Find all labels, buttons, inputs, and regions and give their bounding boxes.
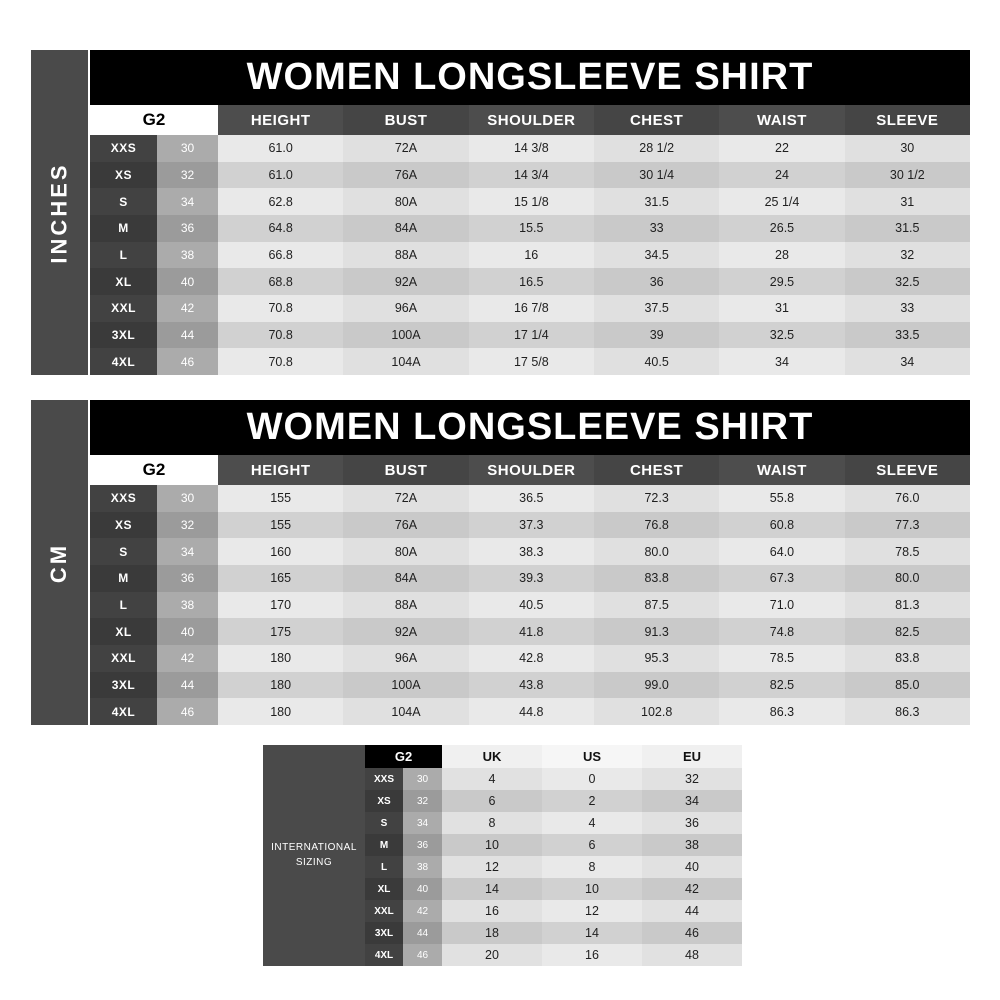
- data-cell: 20: [442, 944, 542, 966]
- data-cell: 30 1/4: [594, 162, 719, 189]
- table-row: [365, 856, 742, 878]
- data-cell: 2: [542, 790, 642, 812]
- size-label-cell: XL: [90, 618, 157, 645]
- inches-table-main: [90, 50, 970, 375]
- table-row: [90, 672, 970, 699]
- column-headers: [218, 455, 970, 485]
- table-row: [90, 698, 970, 725]
- data-cell: 16: [469, 242, 594, 269]
- data-cell: 30: [845, 135, 970, 162]
- data-cell: 31.5: [845, 215, 970, 242]
- size-label-cell: L: [90, 242, 157, 269]
- data-cell: 24: [719, 162, 844, 189]
- size-label-cell: XXL: [90, 645, 157, 672]
- data-cell: 80.0: [845, 565, 970, 592]
- data-cell: 165: [218, 565, 343, 592]
- data-cell: 33: [845, 295, 970, 322]
- data-cell: 92A: [343, 618, 468, 645]
- size-number-cell: 40: [403, 878, 442, 900]
- size-label-cell: M: [365, 834, 403, 856]
- size-label-cell: XL: [365, 878, 403, 900]
- data-cell: 16 7/8: [469, 295, 594, 322]
- data-cell: 36: [594, 268, 719, 295]
- data-cell: 12: [442, 856, 542, 878]
- data-cell: 4: [442, 768, 542, 790]
- table-row: [90, 162, 970, 189]
- table-row: [365, 900, 742, 922]
- international-header-row: [365, 745, 742, 768]
- size-number-cell: 46: [157, 348, 218, 375]
- size-number-cell: 36: [157, 565, 218, 592]
- unit-sidebar-inches: [31, 50, 88, 375]
- data-cell: 68.8: [218, 268, 343, 295]
- table-title: WOMEN LONGSLEEVE SHIRT: [90, 400, 970, 455]
- table-row: [90, 348, 970, 375]
- international-sizing-label: [263, 745, 365, 966]
- data-cell: 96A: [343, 295, 468, 322]
- data-cell: 22: [719, 135, 844, 162]
- data-cell: 28 1/2: [594, 135, 719, 162]
- data-cell: 4: [542, 812, 642, 834]
- data-cell: 29.5: [719, 268, 844, 295]
- data-cell: 42: [642, 878, 742, 900]
- data-cell: 80.0: [594, 538, 719, 565]
- size-label-cell: XXS: [90, 135, 157, 162]
- data-cell: 82.5: [719, 672, 844, 699]
- size-label-cell: 3XL: [90, 322, 157, 349]
- size-number-cell: 36: [403, 834, 442, 856]
- size-label-cell: XXS: [365, 768, 403, 790]
- international-table-rows: [365, 768, 742, 966]
- g2-header: G2: [365, 745, 442, 768]
- data-cell: 64.0: [719, 538, 844, 565]
- data-cell: 77.3: [845, 512, 970, 539]
- data-cell: 48: [642, 944, 742, 966]
- data-cell: 10: [442, 834, 542, 856]
- data-cell: 80A: [343, 188, 468, 215]
- cm-table: [31, 400, 970, 725]
- data-cell: 40.5: [469, 592, 594, 619]
- data-cell: 12: [542, 900, 642, 922]
- data-cell: 80A: [343, 538, 468, 565]
- data-cell: 61.0: [218, 162, 343, 189]
- international-table-main: [365, 745, 742, 966]
- data-cell: 44.8: [469, 698, 594, 725]
- table-rows: [90, 135, 970, 375]
- data-cell: 104A: [343, 348, 468, 375]
- data-cell: 43.8: [469, 672, 594, 699]
- size-number-cell: 30: [403, 768, 442, 790]
- data-cell: 81.3: [845, 592, 970, 619]
- data-cell: 38: [642, 834, 742, 856]
- data-cell: 71.0: [719, 592, 844, 619]
- data-cell: 33: [594, 215, 719, 242]
- data-cell: 67.3: [719, 565, 844, 592]
- international-sizing-table: [263, 745, 742, 966]
- column-header: EU: [642, 745, 742, 768]
- size-label-cell: XXL: [90, 295, 157, 322]
- data-cell: 16.5: [469, 268, 594, 295]
- data-cell: 38.3: [469, 538, 594, 565]
- size-number-cell: 30: [157, 135, 218, 162]
- table-title: WOMEN LONGSLEEVE SHIRT: [90, 50, 970, 105]
- data-cell: 92A: [343, 268, 468, 295]
- size-label-cell: XS: [90, 162, 157, 189]
- unit-label: INCHES: [46, 161, 72, 264]
- data-cell: 100A: [343, 322, 468, 349]
- table-row: [90, 645, 970, 672]
- data-cell: 31: [719, 295, 844, 322]
- data-cell: 99.0: [594, 672, 719, 699]
- data-cell: 14 3/8: [469, 135, 594, 162]
- g2-header: G2: [90, 455, 218, 485]
- data-cell: 44: [642, 900, 742, 922]
- data-cell: 26.5: [719, 215, 844, 242]
- size-number-cell: 44: [403, 922, 442, 944]
- size-number-cell: 32: [403, 790, 442, 812]
- data-cell: 70.8: [218, 322, 343, 349]
- data-cell: 8: [442, 812, 542, 834]
- table-row: [365, 944, 742, 966]
- column-header: HEIGHT: [218, 455, 343, 485]
- international-label-line2: SIZING: [295, 856, 333, 868]
- column-header: SHOULDER: [469, 105, 594, 135]
- data-cell: 104A: [343, 698, 468, 725]
- data-cell: 16: [442, 900, 542, 922]
- data-cell: 96A: [343, 645, 468, 672]
- data-cell: 42.8: [469, 645, 594, 672]
- size-number-cell: 46: [157, 698, 218, 725]
- table-row: [90, 135, 970, 162]
- table-row: [365, 834, 742, 856]
- table-row: [90, 242, 970, 269]
- data-cell: 88A: [343, 592, 468, 619]
- table-row: [90, 592, 970, 619]
- column-header: SLEEVE: [845, 105, 970, 135]
- data-cell: 28: [719, 242, 844, 269]
- data-cell: 70.8: [218, 348, 343, 375]
- size-number-cell: 38: [157, 242, 218, 269]
- table-row: [90, 188, 970, 215]
- data-cell: 14 3/4: [469, 162, 594, 189]
- data-cell: 33.5: [845, 322, 970, 349]
- size-number-cell: 42: [157, 295, 218, 322]
- data-cell: 37.3: [469, 512, 594, 539]
- size-label-cell: 4XL: [90, 348, 157, 375]
- data-cell: 180: [218, 645, 343, 672]
- data-cell: 76.0: [845, 485, 970, 512]
- data-cell: 72.3: [594, 485, 719, 512]
- data-cell: 0: [542, 768, 642, 790]
- data-cell: 30 1/2: [845, 162, 970, 189]
- international-column-headers: [442, 745, 742, 768]
- table-row: [90, 538, 970, 565]
- data-cell: 180: [218, 698, 343, 725]
- data-cell: 34: [845, 348, 970, 375]
- size-number-cell: 38: [157, 592, 218, 619]
- data-cell: 6: [542, 834, 642, 856]
- size-number-cell: 36: [157, 215, 218, 242]
- size-number-cell: 34: [157, 188, 218, 215]
- data-cell: 76.8: [594, 512, 719, 539]
- size-label-cell: XL: [90, 268, 157, 295]
- size-label-cell: XXS: [90, 485, 157, 512]
- data-cell: 87.5: [594, 592, 719, 619]
- table-rows: [90, 485, 970, 725]
- data-cell: 32.5: [719, 322, 844, 349]
- data-cell: 32: [642, 768, 742, 790]
- unit-sidebar-cm: [31, 400, 88, 725]
- column-header: SHOULDER: [469, 455, 594, 485]
- size-label-cell: 3XL: [90, 672, 157, 699]
- size-label-cell: XS: [365, 790, 403, 812]
- data-cell: 78.5: [719, 645, 844, 672]
- table-row: [365, 768, 742, 790]
- data-cell: 16: [542, 944, 642, 966]
- column-header: HEIGHT: [218, 105, 343, 135]
- size-label-cell: XXL: [365, 900, 403, 922]
- data-cell: 6: [442, 790, 542, 812]
- data-cell: 83.8: [594, 565, 719, 592]
- data-cell: 46: [642, 922, 742, 944]
- data-cell: 76A: [343, 512, 468, 539]
- data-cell: 72A: [343, 135, 468, 162]
- size-number-cell: 34: [403, 812, 442, 834]
- inches-table: [31, 50, 970, 375]
- size-number-cell: 40: [157, 618, 218, 645]
- data-cell: 82.5: [845, 618, 970, 645]
- data-cell: 32: [845, 242, 970, 269]
- data-cell: 102.8: [594, 698, 719, 725]
- data-cell: 55.8: [719, 485, 844, 512]
- table-row: [90, 295, 970, 322]
- table-row: [90, 215, 970, 242]
- column-header: US: [542, 745, 642, 768]
- size-number-cell: 32: [157, 162, 218, 189]
- table-row: [365, 922, 742, 944]
- column-header: BUST: [343, 105, 468, 135]
- data-cell: 85.0: [845, 672, 970, 699]
- data-cell: 36: [642, 812, 742, 834]
- size-number-cell: 34: [157, 538, 218, 565]
- column-header: CHEST: [594, 105, 719, 135]
- data-cell: 70.8: [218, 295, 343, 322]
- header-row: [90, 455, 970, 485]
- data-cell: 86.3: [845, 698, 970, 725]
- column-header: WAIST: [719, 105, 844, 135]
- data-cell: 95.3: [594, 645, 719, 672]
- data-cell: 180: [218, 672, 343, 699]
- header-row: [90, 105, 970, 135]
- size-label-cell: 4XL: [90, 698, 157, 725]
- data-cell: 60.8: [719, 512, 844, 539]
- table-row: [365, 878, 742, 900]
- column-header: UK: [442, 745, 542, 768]
- data-cell: 88A: [343, 242, 468, 269]
- data-cell: 31.5: [594, 188, 719, 215]
- table-row: [90, 512, 970, 539]
- unit-label: CM: [46, 542, 72, 583]
- data-cell: 41.8: [469, 618, 594, 645]
- data-cell: 17 5/8: [469, 348, 594, 375]
- column-headers: [218, 105, 970, 135]
- data-cell: 15 1/8: [469, 188, 594, 215]
- data-cell: 18: [442, 922, 542, 944]
- data-cell: 34: [719, 348, 844, 375]
- size-number-cell: 38: [403, 856, 442, 878]
- table-row: [90, 268, 970, 295]
- size-number-cell: 42: [157, 645, 218, 672]
- data-cell: 8: [542, 856, 642, 878]
- size-label-cell: S: [90, 538, 157, 565]
- data-cell: 32.5: [845, 268, 970, 295]
- data-cell: 40: [642, 856, 742, 878]
- size-label-cell: S: [90, 188, 157, 215]
- data-cell: 61.0: [218, 135, 343, 162]
- size-number-cell: 40: [157, 268, 218, 295]
- data-cell: 91.3: [594, 618, 719, 645]
- size-number-cell: 32: [157, 512, 218, 539]
- column-header: SLEEVE: [845, 455, 970, 485]
- data-cell: 78.5: [845, 538, 970, 565]
- column-header: WAIST: [719, 455, 844, 485]
- size-label-cell: 4XL: [365, 944, 403, 966]
- data-cell: 74.8: [719, 618, 844, 645]
- data-cell: 160: [218, 538, 343, 565]
- data-cell: 84A: [343, 565, 468, 592]
- data-cell: 40.5: [594, 348, 719, 375]
- data-cell: 62.8: [218, 188, 343, 215]
- size-label-cell: 3XL: [365, 922, 403, 944]
- data-cell: 36.5: [469, 485, 594, 512]
- size-label-cell: M: [90, 565, 157, 592]
- table-row: [90, 485, 970, 512]
- data-cell: 34: [642, 790, 742, 812]
- size-label-cell: S: [365, 812, 403, 834]
- data-cell: 37.5: [594, 295, 719, 322]
- size-label-cell: L: [90, 592, 157, 619]
- data-cell: 14: [442, 878, 542, 900]
- table-row: [365, 812, 742, 834]
- data-cell: 155: [218, 512, 343, 539]
- size-label-cell: L: [365, 856, 403, 878]
- size-label-cell: M: [90, 215, 157, 242]
- table-row: [90, 322, 970, 349]
- size-number-cell: 30: [157, 485, 218, 512]
- data-cell: 10: [542, 878, 642, 900]
- data-cell: 39: [594, 322, 719, 349]
- data-cell: 175: [218, 618, 343, 645]
- table-row: [90, 618, 970, 645]
- data-cell: 170: [218, 592, 343, 619]
- data-cell: 39.3: [469, 565, 594, 592]
- cm-table-main: [90, 400, 970, 725]
- data-cell: 15.5: [469, 215, 594, 242]
- data-cell: 155: [218, 485, 343, 512]
- column-header: BUST: [343, 455, 468, 485]
- size-number-cell: 46: [403, 944, 442, 966]
- data-cell: 31: [845, 188, 970, 215]
- column-header: CHEST: [594, 455, 719, 485]
- table-row: [365, 790, 742, 812]
- table-row: [90, 565, 970, 592]
- size-label-cell: XS: [90, 512, 157, 539]
- data-cell: 17 1/4: [469, 322, 594, 349]
- data-cell: 86.3: [719, 698, 844, 725]
- data-cell: 25 1/4: [719, 188, 844, 215]
- data-cell: 14: [542, 922, 642, 944]
- size-number-cell: 44: [157, 322, 218, 349]
- g2-header: G2: [90, 105, 218, 135]
- data-cell: 84A: [343, 215, 468, 242]
- data-cell: 34.5: [594, 242, 719, 269]
- size-number-cell: 44: [157, 672, 218, 699]
- data-cell: 66.8: [218, 242, 343, 269]
- data-cell: 64.8: [218, 215, 343, 242]
- international-label-line1: INTERNATIONAL: [271, 842, 357, 853]
- size-number-cell: 42: [403, 900, 442, 922]
- data-cell: 83.8: [845, 645, 970, 672]
- data-cell: 100A: [343, 672, 468, 699]
- data-cell: 76A: [343, 162, 468, 189]
- data-cell: 72A: [343, 485, 468, 512]
